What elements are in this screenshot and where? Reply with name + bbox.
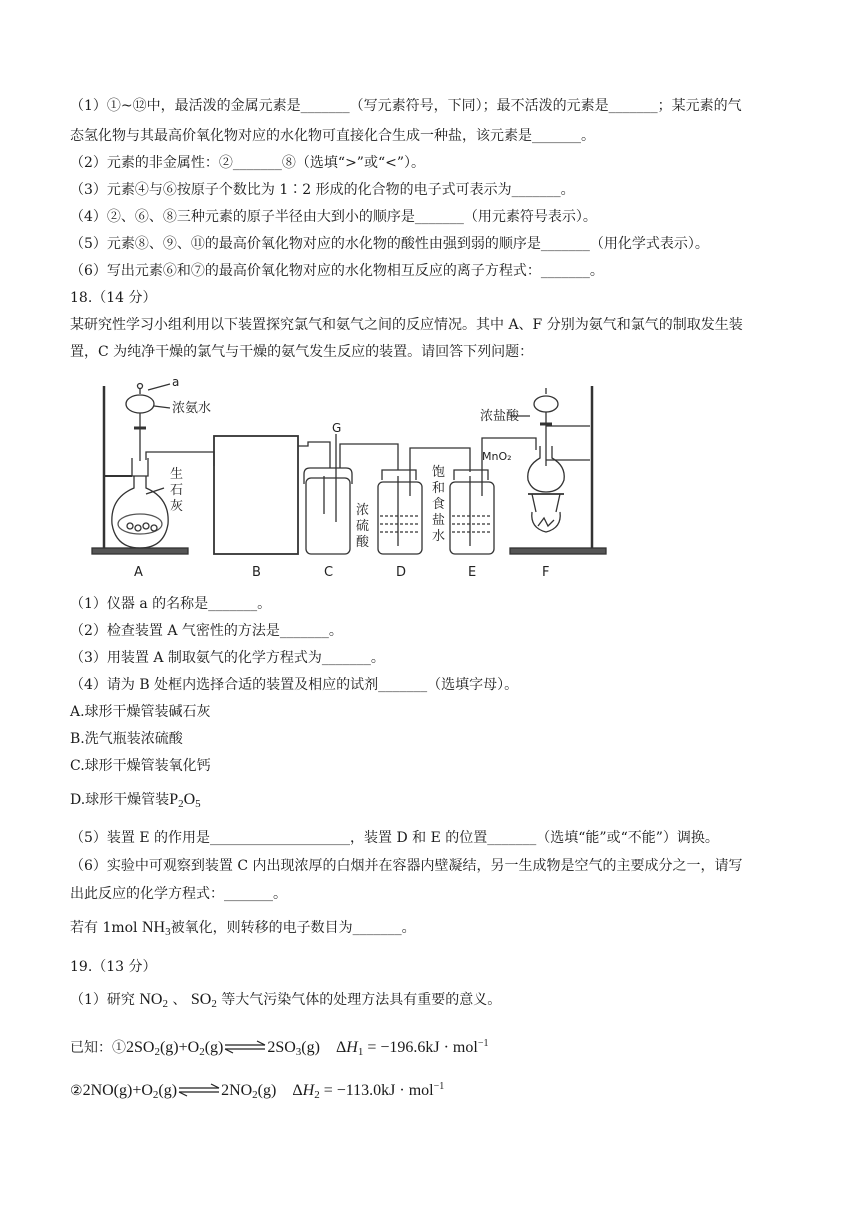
equation-2-label: ② xyxy=(70,1083,83,1099)
q18-option-c: C.球形干燥管装氧化钙 xyxy=(70,758,211,774)
q17-part4: （4）②、⑥、⑧三种元素的原子半径由大到小的顺序是_______（用元素符号表示）。 xyxy=(70,209,597,225)
q19-part1-suffix: 等大气污染气体的处理方法具有重要的意义。 xyxy=(221,992,502,1008)
bottle-d xyxy=(378,482,422,554)
label-brine-2: 和 xyxy=(432,481,446,496)
q18-intro-line1: 某研究性学习小组利用以下装置探究氯气和氨气之间的反应情况。其中 A、F 分别为氨气和氯气的制取发生装 xyxy=(70,317,743,333)
bottle-e xyxy=(450,482,494,554)
q17-part3: （3）元素④与⑥按原子个数比为 1∶2 形成的化合物的电子式可表示为_______。 xyxy=(70,182,575,198)
q19-part1-sep: 、 xyxy=(172,992,187,1008)
label-a: a xyxy=(172,376,180,389)
label-h2so4-2: 硫 xyxy=(356,519,370,534)
unit-label-c: C xyxy=(324,565,334,580)
q17-part5: （5）元素⑧、⑨、⑪的最高价氧化物对应的水化物的酸性由强到弱的顺序是_______（用化学式表示）。 xyxy=(70,236,709,252)
q18-part6-line1: （6）实验中可观察到装置 C 内出现浓厚的白烟并在容器内壁凝结，另一生成物是空气的主要成分之一，请写 xyxy=(70,858,743,874)
q19-part1 xyxy=(70,990,800,1014)
equation-1 xyxy=(70,1034,800,1062)
q18-part3: （3）用装置 A 制取氨气的化学方程式为_______。 xyxy=(70,650,385,666)
q17-part2: （2）元素的非金属性：②_______⑧（选填“>”或“<”）。 xyxy=(70,155,425,171)
equilibrium-arrow-icon xyxy=(223,1040,267,1054)
q19-part1-prefix: （1）研究 xyxy=(70,992,135,1008)
q19-heading: 19.（13 分） xyxy=(70,959,157,975)
unit-label-e: E xyxy=(468,565,477,580)
equation-1-formula: $2SO_2(g)+O_2(g)$ $2SO_3(g)$ $\Delta H_1 = -196.6kJ \cdot mol^{-1}$ xyxy=(126,1038,489,1058)
q18-part6-line3 xyxy=(70,918,800,942)
label-h2so4-3: 酸 xyxy=(356,535,370,550)
q18-intro-line2: 置，C 为纯净干燥的氯气与干燥的氨气发生反应的装置。请回答下列问题： xyxy=(70,344,534,360)
stand-base-f xyxy=(510,548,606,554)
bottle-c xyxy=(306,478,350,554)
q18-part4: （4）请为 B 处框内选择合适的装置及相应的试剂_______（选填字母）。 xyxy=(70,677,519,693)
label-h2so4-1: 浓 xyxy=(356,503,370,518)
label-ammonia: 浓氨水 xyxy=(172,401,212,416)
apparatus-diagram xyxy=(70,376,610,586)
label-lime-1: 生 xyxy=(170,467,184,482)
no2-formula: $NO_2$ xyxy=(139,991,168,1010)
label-brine-3: 食 xyxy=(432,497,446,512)
q17-part1-line1: （1）①~⑫中，最活泼的金属元素是_______（写元素符号，下同）；最不活泼的元素是_______；某元素的气 xyxy=(70,98,742,114)
equation-2 xyxy=(70,1077,800,1105)
q17-part1-line2: 态氢化物与其最高价氧化物对应的水化物可直接化合生成一种盐，该元素是_______。 xyxy=(70,128,595,144)
q18-option-d-text: D.球形干燥管装 xyxy=(70,792,170,808)
known-label: 已知：① xyxy=(70,1040,126,1056)
unit-label-d: D xyxy=(396,565,407,580)
unit-label-f: F xyxy=(542,565,550,580)
q18-part6-prefix: 若有 1mol xyxy=(70,920,138,936)
delta-h2-value: = −113.0kJ · mol xyxy=(323,1082,434,1099)
q18-part2: （2）检查装置 A 气密性的方法是_______。 xyxy=(70,623,343,639)
label-brine-4: 盐 xyxy=(432,513,446,528)
unit-label-b: B xyxy=(252,565,261,580)
q18-part6-line2: 出此反应的化学方程式：_______。 xyxy=(70,886,287,902)
label-g: G xyxy=(332,421,342,435)
nh3-formula: $NH_3$ xyxy=(142,919,171,938)
so2-formula: $SO_2$ xyxy=(190,991,217,1010)
label-brine-1: 饱 xyxy=(432,465,446,480)
stand-base-a xyxy=(92,548,188,554)
q18-heading: 18.（14 分） xyxy=(70,290,157,306)
q18-option-d xyxy=(70,790,800,814)
equation-2-formula: $2NO(g)+O_2(g)$ $2NO_2(g)$ $\Delta H_2 = -113.0kJ \cdot mol^{-1}$ xyxy=(82,1081,445,1101)
label-lime-3: 灰 xyxy=(170,499,184,514)
unit-label-a: A xyxy=(134,565,143,580)
q18-option-a: A.球形干燥管装碱石灰 xyxy=(70,704,211,720)
p2o5-formula: $P_2O_5$ xyxy=(169,791,201,810)
q17-part6: （6）写出元素⑥和⑦的最高价氧化物对应的水化物相互反应的离子方程式：_______。 xyxy=(70,263,604,279)
apparatus-figure xyxy=(70,376,610,586)
label-hcl: 浓盐酸 xyxy=(480,409,520,424)
label-mno2: MnO₂ xyxy=(482,450,512,463)
label-brine-5: 水 xyxy=(432,529,446,544)
label-lime-2: 石 xyxy=(170,483,184,498)
q18-option-b: B.洗气瓶装浓硫酸 xyxy=(70,731,183,747)
q18-part5: （5）装置 E 的作用是____________________，装置 D 和 E 的位置_______（选填“能”或“不能”）调换。 xyxy=(70,830,719,846)
equilibrium-arrow-icon xyxy=(177,1083,221,1097)
box-b xyxy=(214,436,298,554)
q18-part1: （1）仪器 a 的名称是_______。 xyxy=(70,596,272,612)
q18-part6-suffix: 被氧化，则转移的电子数目为_______。 xyxy=(170,920,416,936)
delta-h1-value: = −196.6kJ · mol xyxy=(367,1039,478,1056)
